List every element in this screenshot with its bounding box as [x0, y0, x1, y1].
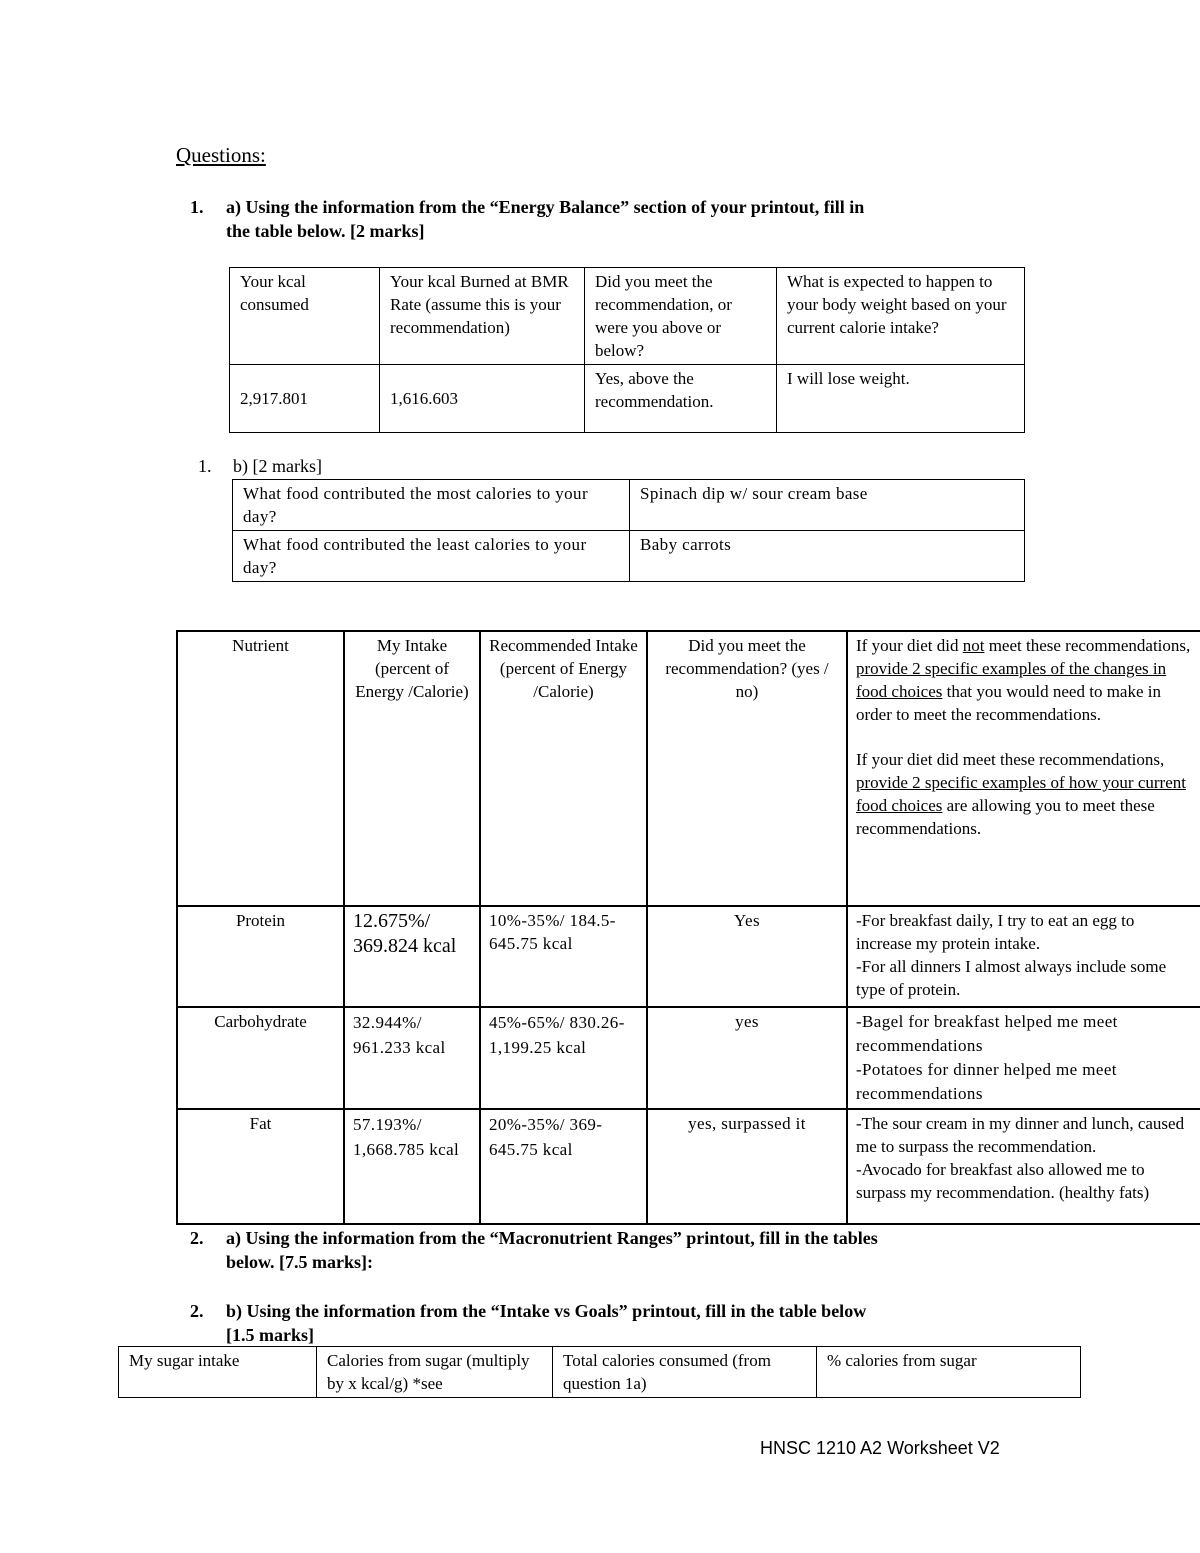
question-number: 1. [190, 197, 204, 217]
question-text-line2: the table below. [2 marks] [226, 221, 425, 241]
text-span: provide 2 specific examples of the changes in food choices [856, 659, 1167, 701]
instruction-paragraph-1 [856, 634, 1192, 726]
table-row-fat [177, 1109, 1200, 1224]
examples-cell [847, 906, 1200, 1007]
table-row [230, 365, 1025, 433]
header-cell: My sugar intake [119, 1347, 317, 1398]
table-header-row [119, 1347, 1081, 1398]
header-cell: % calories from sugar [817, 1347, 1081, 1398]
examples-cell [847, 1007, 1200, 1109]
text-span: not [962, 636, 985, 655]
header-cell: Your kcal consumed [230, 268, 380, 365]
question-cell: What food contributed the most calories to your day? [233, 480, 630, 531]
header-examples [847, 631, 1200, 906]
text-span: provide 2 specific examples of how your current food choices [856, 773, 1186, 815]
header-cell: Did you meet the recommendation, or were you above or below? [585, 268, 777, 365]
table-row-protein [177, 906, 1200, 1007]
question-text-line2: [1.5 marks] [226, 1325, 314, 1345]
table-row [233, 480, 1025, 531]
example-item: -The sour cream in my dinner and lunch, caused me to surpass the recommendation. [856, 1114, 1185, 1156]
met-value: yes [647, 1007, 847, 1109]
met-recommendation-value: Yes, above the recommendation. [585, 365, 777, 433]
question-label: b) [2 marks] [233, 456, 322, 476]
body-weight-expectation-value: I will lose weight. [777, 365, 1025, 433]
header-met: Did you meet the recommendation? (yes / no) [647, 631, 847, 906]
nutrient-name: Protein [177, 906, 344, 1007]
nutrient-name: Fat [177, 1109, 344, 1224]
energy-balance-table [229, 267, 1025, 433]
intake-value: 57.193%/ 1,668.785 kcal [344, 1109, 480, 1224]
header-cell: Total calories consumed (from question 1a) [553, 1347, 817, 1398]
table-row-carbohydrate [177, 1007, 1200, 1109]
text-span: If your diet did [856, 636, 963, 655]
header-nutrient: Nutrient [177, 631, 344, 906]
page-footer: HNSC 1210 A2 Worksheet V2 [760, 1438, 1000, 1458]
example-item: -Potatoes for dinner helped me meet recommendations [856, 1060, 1117, 1103]
example-item: -Bagel for breakfast helped me meet recommendations [856, 1012, 1118, 1055]
table-header-row [230, 268, 1025, 365]
intake-value: 32.944%/ 961.233 kcal [344, 1007, 480, 1109]
header-my-intake: My Intake (percent of Energy /Calorie) [344, 631, 480, 906]
header-cell: Calories from sugar (multiply by x kcal/g) *see [317, 1347, 553, 1398]
instruction-paragraph-2 [856, 748, 1192, 840]
question-2b [190, 1299, 1090, 1349]
question-text-line1: a) Using the information from the “Macronutrient Ranges” printout, fill in the tables [226, 1228, 878, 1248]
question-number: 2. [190, 1228, 204, 1248]
kcal-consumed-value: 2,917.801 [230, 365, 380, 433]
answer-cell: Baby carrots [630, 531, 1025, 582]
example-item: -For breakfast daily, I try to eat an egg to increase my protein intake. [856, 911, 1135, 953]
question-text-line1: a) Using the information from the “Energy Balance” section of your printout, fill in [226, 197, 865, 217]
sugar-table [118, 1346, 1081, 1398]
header-recommended: Recommended Intake (percent of Energy /Calorie) [480, 631, 647, 906]
answer-cell: Spinach dip w/ sour cream base [630, 480, 1025, 531]
example-item: -For all dinners I almost always include some type of protein. [856, 957, 1167, 999]
met-value: Yes [647, 906, 847, 1007]
text-span: that you would need to make in order to meet the recommendations. [856, 682, 1161, 724]
question-1b [198, 456, 322, 477]
recommended-value: 45%-65%/ 830.26-1,199.25 kcal [480, 1007, 647, 1109]
recommended-value: 20%-35%/ 369-645.75 kcal [480, 1109, 647, 1224]
question-1a [190, 195, 1090, 245]
food-contribution-table [232, 479, 1025, 582]
question-number: 2. [190, 1301, 204, 1321]
question-cell: What food contributed the least calories to your day? [233, 531, 630, 582]
text-span: meet these recommendations, [984, 636, 1191, 655]
table-header-row [177, 631, 1200, 906]
macronutrient-table [176, 630, 1200, 1225]
recommended-value: 10%-35%/ 184.5-645.75 kcal [480, 906, 647, 1007]
nutrient-name: Carbohydrate [177, 1007, 344, 1109]
page-heading: Questions: [176, 143, 266, 167]
text-span: are allowing you to meet these recommendations. [856, 796, 1155, 838]
table-row [233, 531, 1025, 582]
question-text-line1: b) Using the information from the “Intake vs Goals” printout, fill in the table below [226, 1301, 867, 1321]
question-text-line2: below. [7.5 marks]: [226, 1252, 373, 1272]
header-cell: What is expected to happen to your body weight based on your current calorie intake? [777, 268, 1025, 365]
question-2a [190, 1226, 1090, 1276]
kcal-bmr-value: 1,616.603 [380, 365, 585, 433]
intake-value: 12.675%/ 369.824 kcal [344, 906, 480, 1007]
examples-cell [847, 1109, 1200, 1224]
header-cell: Your kcal Burned at BMR Rate (assume this is your recommendation) [380, 268, 585, 365]
met-value: yes, surpassed it [647, 1109, 847, 1224]
example-item: -Avocado for breakfast also allowed me to surpass my recommendation. (healthy fats) [856, 1160, 1150, 1202]
text-span: If your diet did meet these recommendations, [856, 750, 1165, 769]
question-number: 1. [198, 456, 212, 476]
